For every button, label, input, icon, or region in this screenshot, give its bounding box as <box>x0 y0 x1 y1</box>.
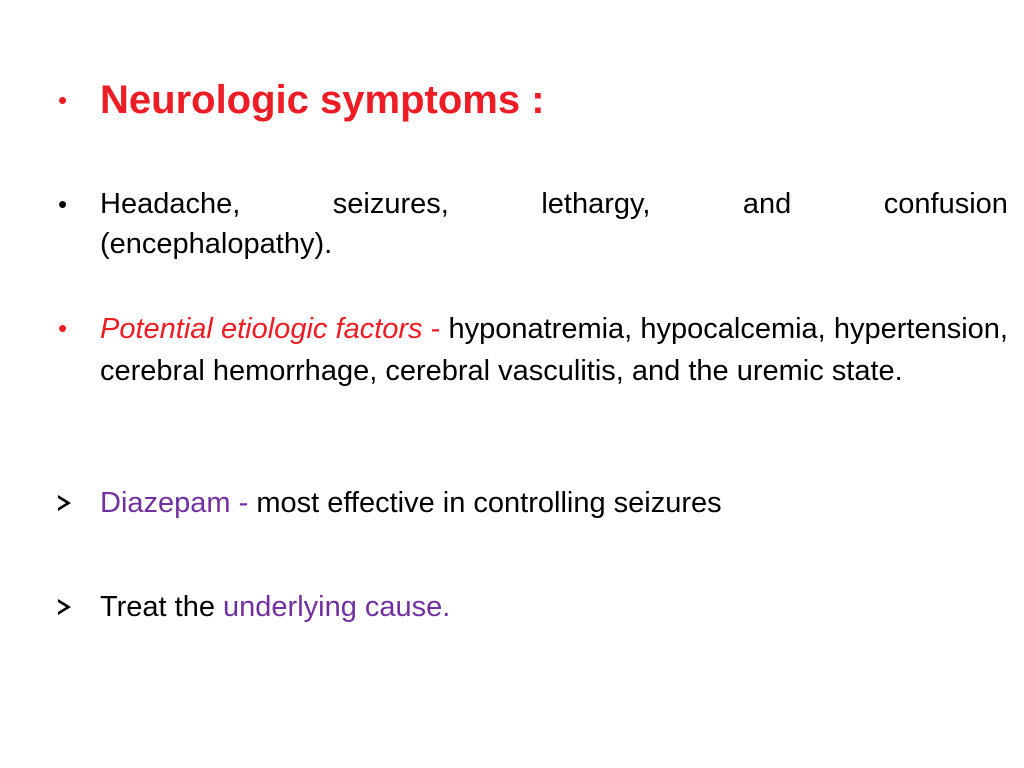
treat-prefix: Treat the <box>100 591 224 623</box>
symptoms-line-1 <box>100 184 1008 224</box>
title-bullet: • <box>58 85 68 115</box>
title-item <box>58 76 1008 124</box>
etiology-separator: - <box>422 313 449 345</box>
arrow-bullet-icon <box>58 483 98 516</box>
etiology-bullet: • <box>58 313 68 343</box>
treat-highlight: underlying cause. <box>223 591 451 623</box>
treat-item <box>58 587 1008 627</box>
symptoms-text <box>100 184 1008 264</box>
symptoms-line-2: (encephalopathy). <box>100 228 333 260</box>
slide-title: Neurologic symptoms : <box>100 78 545 122</box>
symptoms-bullet: • <box>58 189 68 219</box>
diazepam-text <box>100 483 1008 523</box>
etiology-factors: hyponatremia, hypocalcemia, hypertension, cerebral hemorrhage, cerebral vasculitis, and the uremic state. <box>100 313 1008 387</box>
etiology-text <box>100 308 1008 392</box>
symptoms-item <box>58 184 1008 264</box>
symptom-word: lethargy, <box>541 188 651 220</box>
diazepam-description: most effective in controlling seizures <box>256 487 722 519</box>
symptom-word: and <box>742 188 792 220</box>
etiology-item <box>58 308 1008 392</box>
diazepam-item <box>58 483 1008 523</box>
symptom-word: confusion <box>883 188 1008 220</box>
treat-text <box>100 587 1008 627</box>
diazepam-separator: - <box>230 487 257 519</box>
diazepam-label: Diazepam <box>100 487 231 519</box>
symptom-word: seizures, <box>332 188 449 220</box>
arrow-bullet-icon <box>58 587 98 620</box>
etiology-label: Potential etiologic factors <box>100 313 423 345</box>
symptom-word: Headache, <box>100 188 241 220</box>
